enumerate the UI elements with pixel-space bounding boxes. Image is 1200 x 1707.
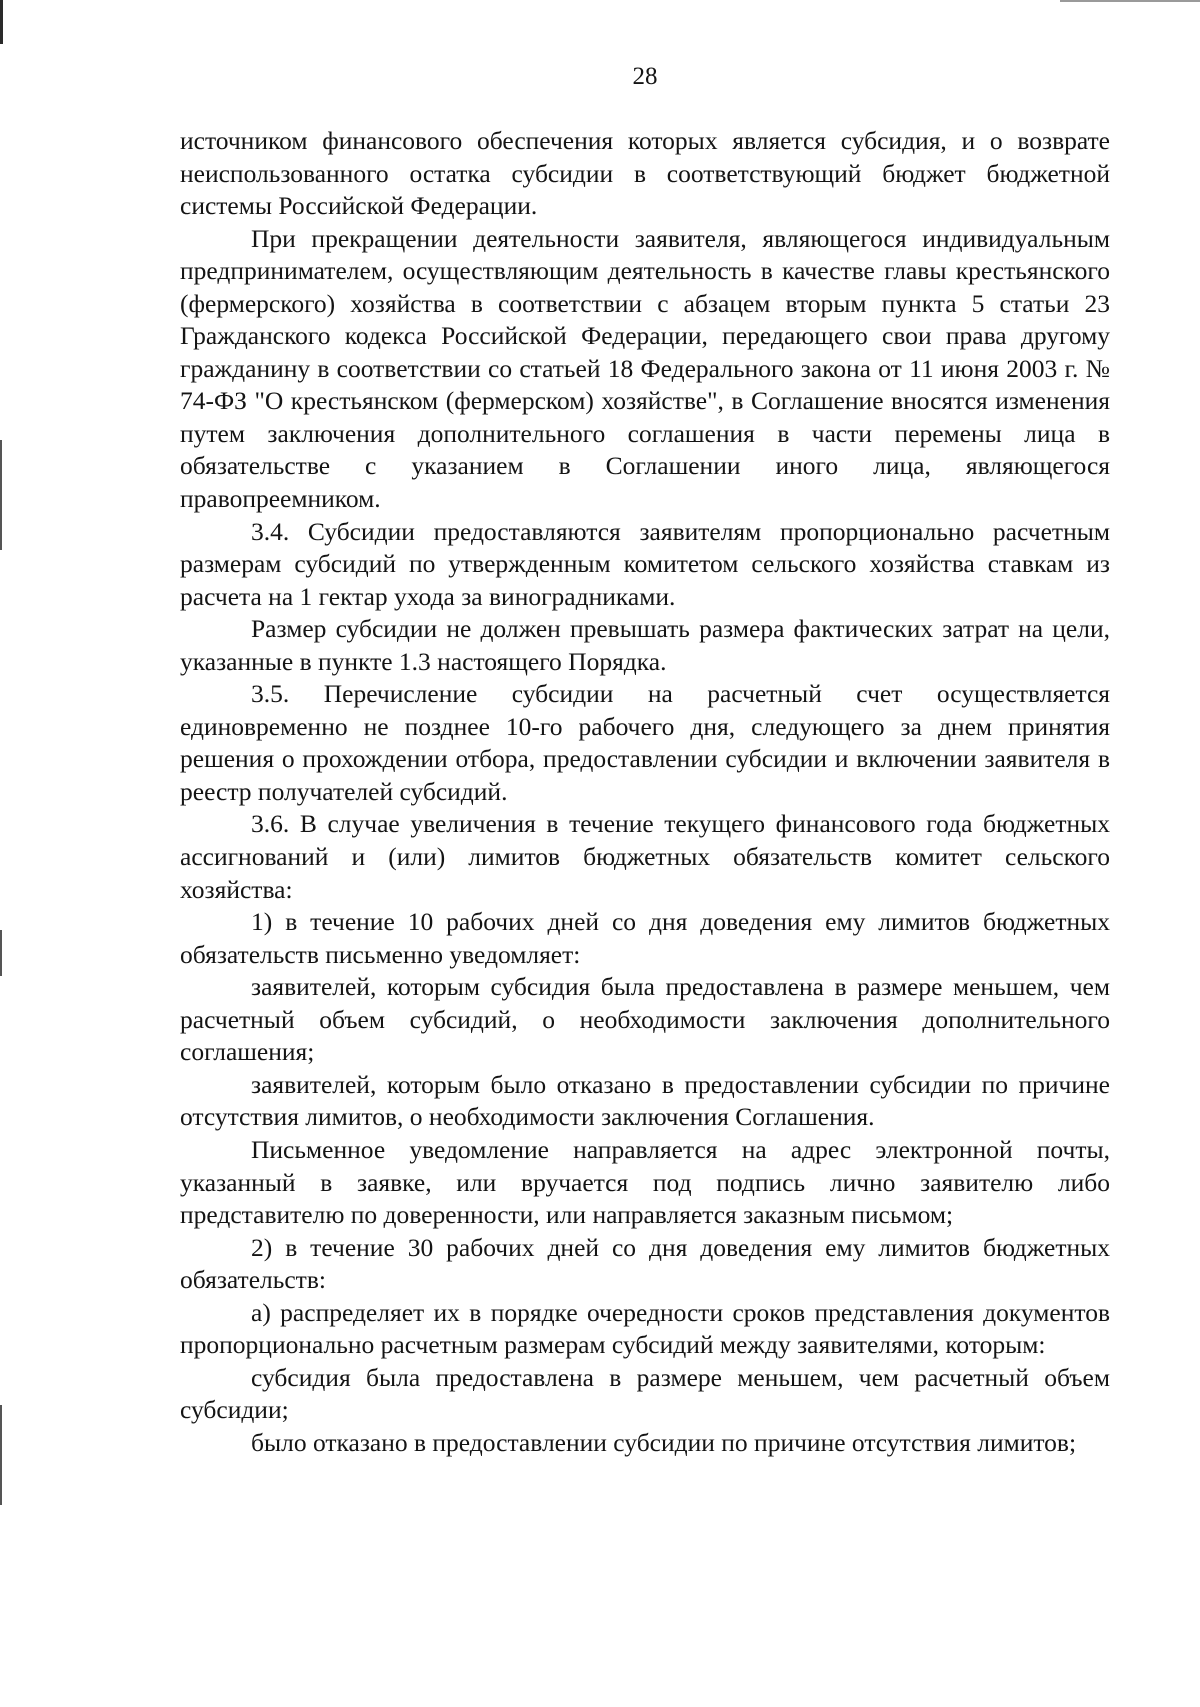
scan-margin-mark: [0, 1405, 2, 1505]
scan-edge-mark: [0, 0, 3, 44]
scan-edge-mark: [1060, 0, 1200, 2]
page-number: 28: [632, 63, 658, 90]
paragraph: субсидия была предоставлена в размере меньшем, чем расчетный объем субсидии;: [180, 1362, 1110, 1425]
paragraph: 1) в течение 10 рабочих дней со дня доведения ему лимитов бюджетных обязательств письменно уведомляет:: [180, 907, 1110, 969]
paragraph: заявителей, которым было отказано в предоставлении субсидии по причине отсутствия лимитов, о необходимости заключения Соглашения.: [180, 1069, 1110, 1132]
paragraph: а) распределяет их в порядке очередности сроков представления документов пропорционально расчетным размерам субсидий между заявителями, которым:: [180, 1297, 1110, 1360]
paragraph: Письменное уведомление направляется на адрес электронной почты, указанный в заявке, или вручается под подпись лично заявителю либо представителю по доверенности, или направляется заказным письмом;: [180, 1134, 1110, 1230]
paragraph: заявителей, которым субсидия была предоставлена в размере меньшем, чем расчетный объем субсидий, о необходимости заключения дополнительного соглашения;: [180, 972, 1110, 1067]
paragraph: было отказано в предоставлении субсидии по причине отсутствия лимитов;: [251, 1427, 1077, 1457]
paragraph: Размер субсидии не должен превышать размера фактических затрат на цели, указанные в пункте 1.3 настоящего Порядка.: [180, 614, 1110, 676]
document-body: [180, 125, 1110, 1459]
paragraph: 2) в течение 30 рабочих дней со дня доведения ему лимитов бюджетных обязательств:: [180, 1232, 1110, 1295]
paragraph: источником финансового обеспечения которых является субсидия, и о возврате неиспользованного остатка субсидии в соответствующий бюджет бюджетной системы Российской Федерации.: [180, 126, 1110, 221]
paragraph: При прекращении деятельности заявителя, являющегося индивидуальным предпринимателем, осуществляющим деятельность в качестве главы крестьянского (фермерского) хозяйства в соответствии с абзацем вторым пункта 5 статьи 23 Гражданского кодекса Российской Федерации, передающего свои права другому гражданину в соответствии со статьей 18 Федерального закона от 11 июня 2003 г. № 74-ФЗ "О крестьянском (фермерском) хозяйстве", в Соглашение вносятся изменения путем заключения дополнительного соглашения в части перемены лица в обязательстве с указанием в Соглашении иного лица, являющегося правопреемником.: [180, 223, 1110, 514]
scan-margin-mark: [0, 930, 2, 976]
paragraph: 3.6. В случае увеличения в течение текущего финансового года бюджетных ассигнований и (или) лимитов бюджетных обязательств комитет сельского хозяйства:: [180, 809, 1110, 904]
paragraph: 3.4. Субсидии предоставляются заявителям пропорционально расчетным размерам субсидий по утвержденным комитетом сельского хозяйства ставкам из расчета на 1 гектар ухода за виноградниками.: [180, 516, 1110, 611]
scan-margin-mark: [0, 440, 2, 550]
paragraph: 3.5. Перечисление субсидии на расчетный счет осуществляется единовременно не позднее 10-го рабочего дня, следующего за днем принятия решения о прохождении отбора, предоставлении субсидии и включении заявителя в реестр получателей субсидий.: [180, 679, 1110, 806]
